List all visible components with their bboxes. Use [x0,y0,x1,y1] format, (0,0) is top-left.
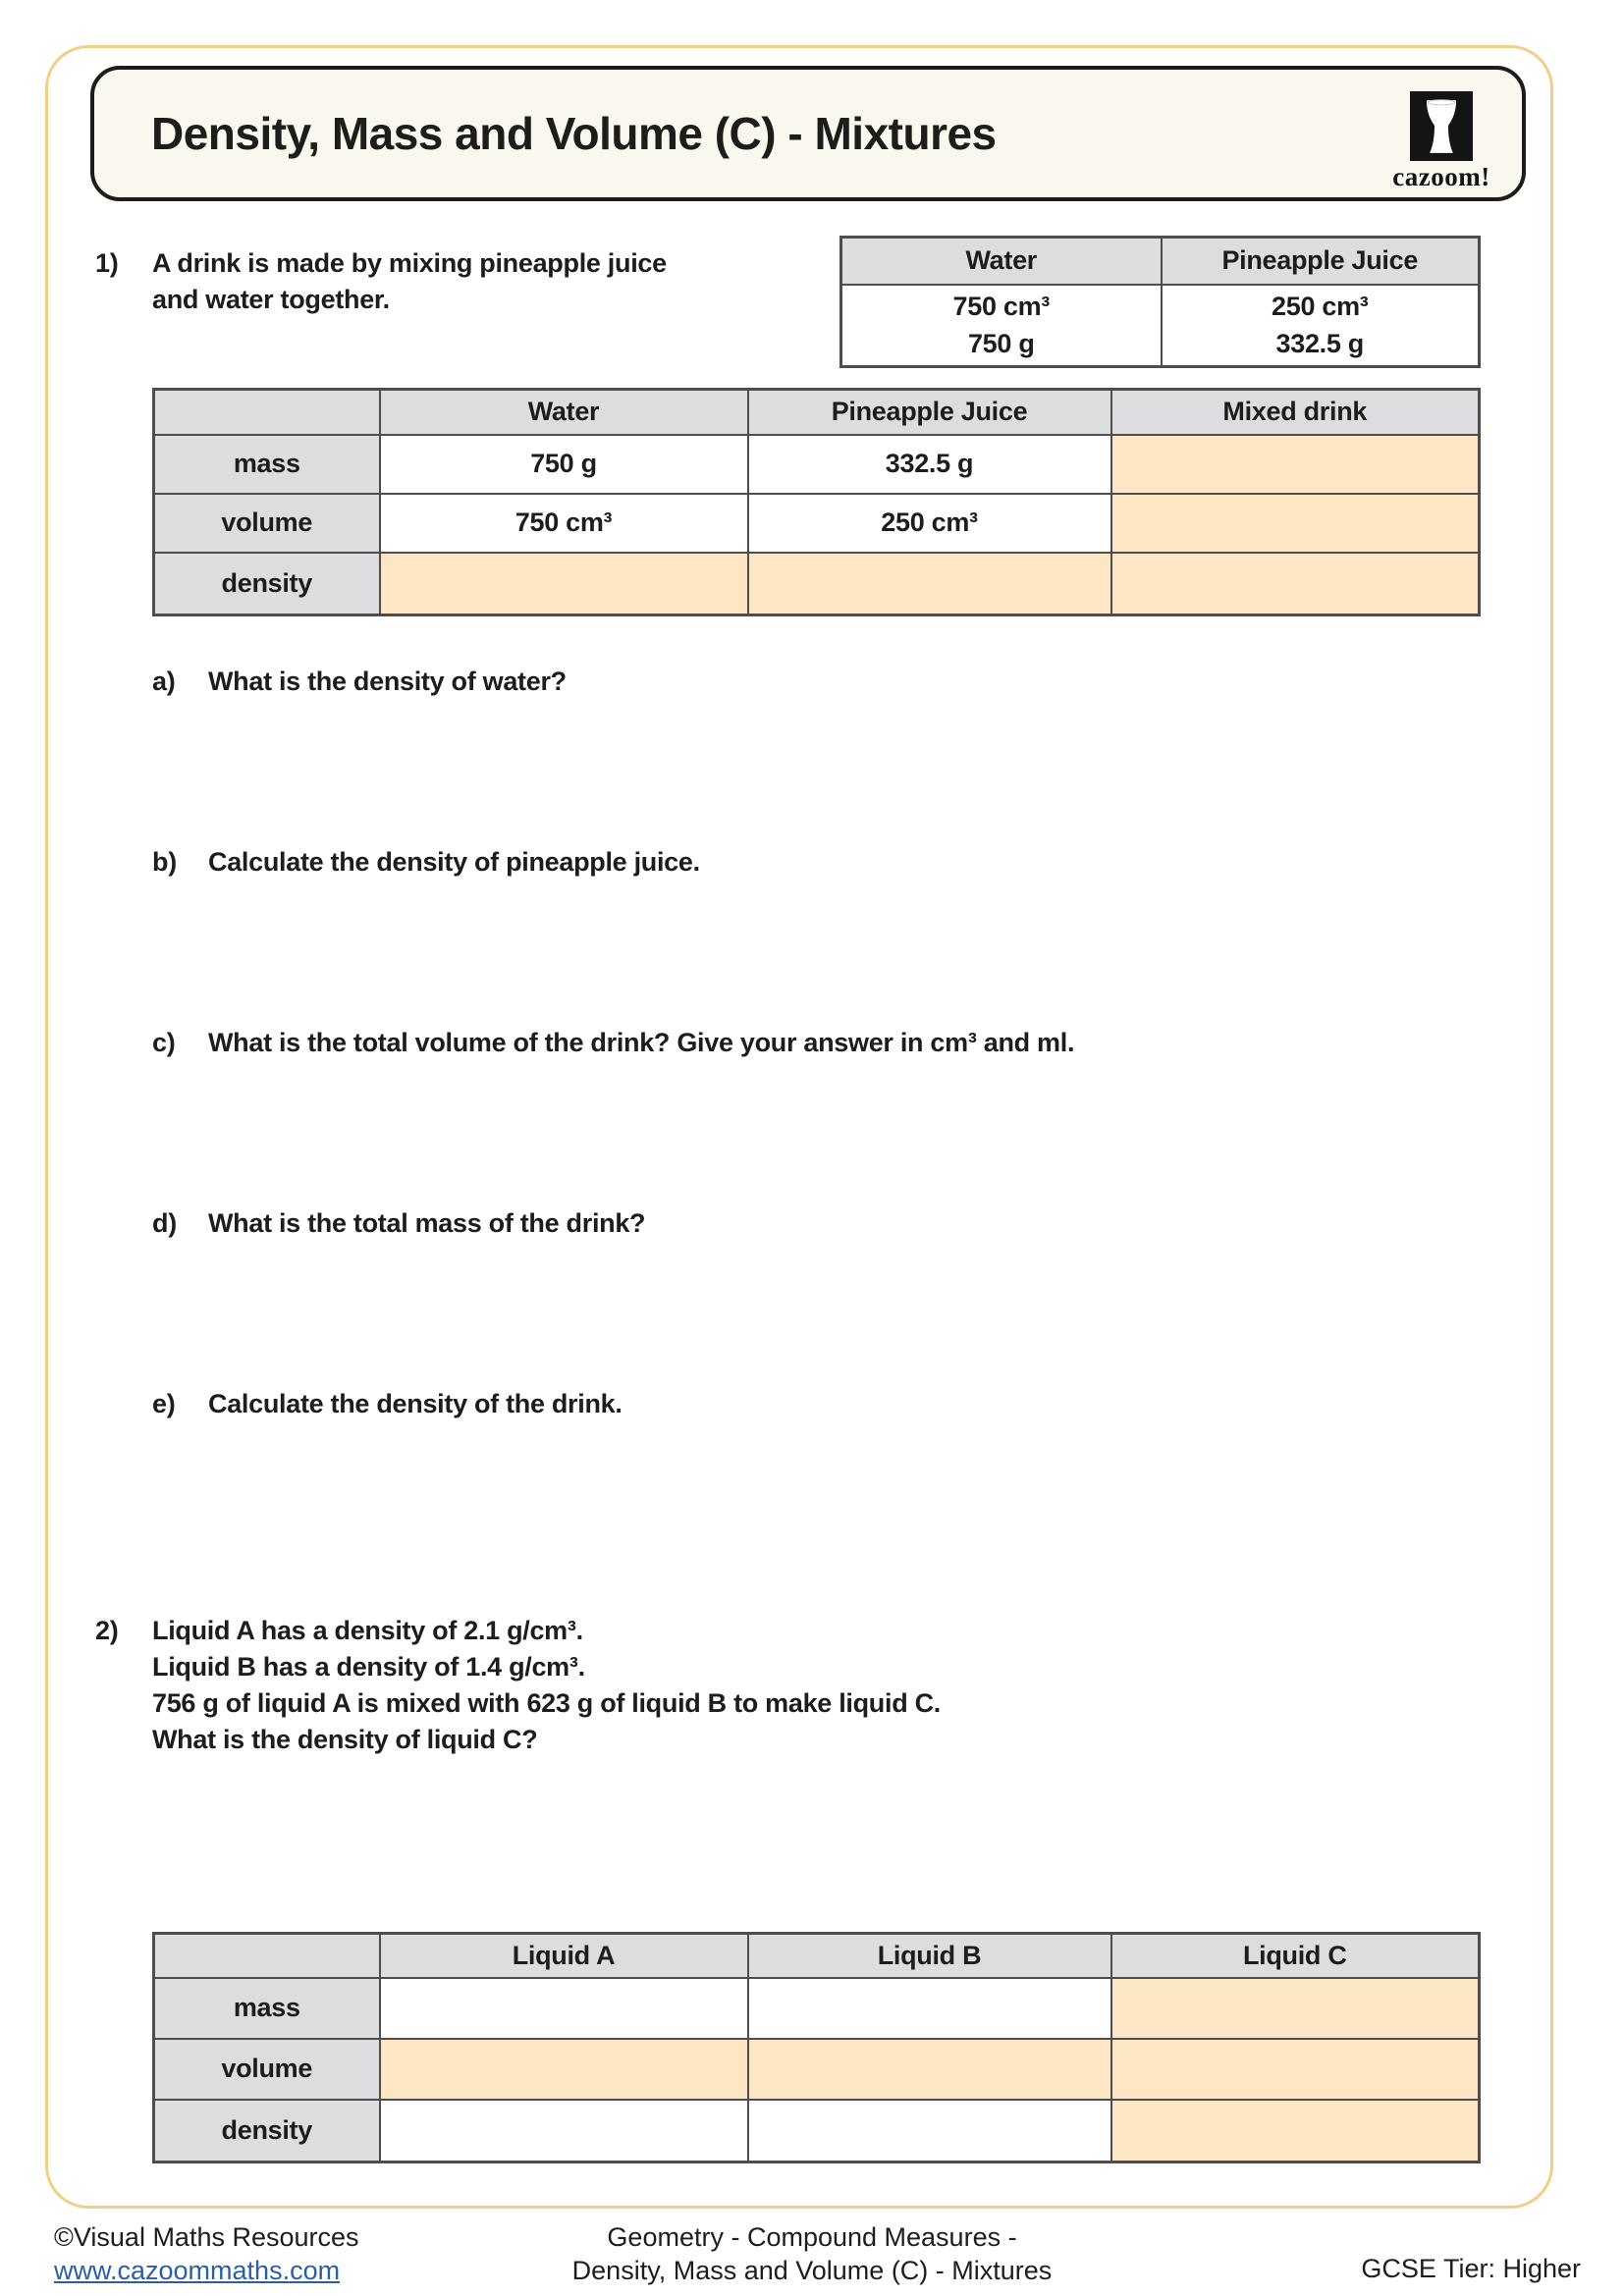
info-table-header-pineapple: Pineapple Juice [1162,238,1480,285]
q2-row-header-mass: mass [154,1978,380,2039]
page-title: Density, Mass and Volume (C) - Mixtures [151,108,997,159]
q2-table-header-liquid-b: Liquid B [748,1934,1111,1978]
q1-table-header-water: Water [380,390,748,435]
q2-row-header-density: density [154,2100,380,2163]
pineapple-mass-value: 332.5 g [1275,329,1364,359]
question-1-text [152,245,667,318]
q2-table-header-liquid-a: Liquid A [380,1934,748,1978]
question-2-line2: Liquid B has a density of 1.4 g/cm³. [152,1652,585,1682]
q1-part-c-label: c) [152,1028,176,1057]
q1-answer-cell-density-water [380,553,748,615]
info-table-cell-water [841,285,1162,367]
q1-part-a [152,664,567,700]
water-volume-value: 750 cm³ [952,292,1050,322]
q2-answer-cell-mass-b [748,1978,1111,2039]
question-1 [95,245,667,318]
pineapple-volume-value: 250 cm³ [1272,292,1369,322]
q1-part-a-text: What is the density of water? [208,667,567,696]
question-1-line2: and water together. [152,285,390,314]
question-2-line4: What is the density of liquid C? [152,1725,538,1754]
question-1-line1: A drink is made by mixing pineapple juice [152,248,667,278]
q1-part-d-text: What is the total mass of the drink? [208,1208,646,1238]
q1-cell-mass-pineapple: 332.5 g [748,435,1111,494]
q1-table-header-mixed: Mixed drink [1111,390,1480,435]
q1-cell-mass-water: 750 g [380,435,748,494]
q2-table-corner-cell [154,1934,380,1978]
q2-row-header-volume: volume [154,2039,380,2100]
info-table-header-water: Water [841,238,1162,285]
q1-row-header-mass: mass [154,435,380,494]
q1-table-header-pineapple: Pineapple Juice [748,390,1111,435]
q1-part-e-text: Calculate the density of the drink. [208,1389,623,1418]
q1-cell-volume-water: 750 cm³ [380,494,748,553]
djembe-drum-icon [1410,91,1473,161]
q2-answer-cell-volume-a [380,2039,748,2100]
question-2-line1: Liquid A has a density of 2.1 g/cm³. [152,1616,583,1645]
q1-info-table [839,236,1481,368]
info-table-cell-pineapple [1162,285,1480,367]
page-border-frame [45,45,1553,2209]
q1-answer-cell-density-mixed [1111,553,1480,615]
q1-row-header-volume: volume [154,494,380,553]
q2-table-header-liquid-c: Liquid C [1111,1934,1480,1978]
q1-answer-cell-density-pineapple [748,553,1111,615]
question-2-line3: 756 g of liquid A is mixed with 623 g of liquid B to make liquid C. [152,1688,941,1718]
cazoom-logo [1382,91,1500,192]
q1-part-c [152,1025,1074,1061]
q1-part-e [152,1386,623,1422]
q1-part-b-text: Calculate the density of pineapple juice. [208,847,700,877]
q1-part-e-label: e) [152,1389,176,1418]
q2-answer-cell-mass-c [1111,1978,1480,2039]
question-2 [95,1613,941,1758]
q1-part-d-label: d) [152,1208,177,1238]
website-link[interactable]: www.cazoommaths.com [54,2256,341,2285]
copyright-text: ©Visual Maths Resources [54,2222,359,2252]
q2-answer-cell-density-b [748,2100,1111,2163]
q1-part-c-text: What is the total volume of the drink? Give your answer in cm³ and ml. [208,1028,1075,1057]
q1-answer-cell-mass-mixed [1111,435,1480,494]
question-2-number: 2) [95,1616,119,1645]
q2-answer-cell-volume-b [748,2039,1111,2100]
q1-part-b [152,844,700,881]
question-1-number: 1) [95,248,119,278]
q1-row-header-density: density [154,553,380,615]
header [90,66,1526,201]
q1-cell-volume-pineapple: 250 cm³ [748,494,1111,553]
water-mass-value: 750 g [967,329,1035,359]
q2-answer-cell-volume-c [1111,2039,1480,2100]
question-2-text [152,1613,941,1758]
q1-part-a-label: a) [152,667,176,696]
q1-table-corner-cell [154,390,380,435]
q2-summary-table [152,1932,1481,2163]
footer-tier: GCSE Tier: Higher [1361,2254,1581,2283]
footer-topic-line1: Geometry - Compound Measures - [607,2222,1017,2252]
cazoom-logo-text: cazoom! [1392,162,1490,191]
q1-answer-cell-volume-mixed [1111,494,1480,553]
footer-topic-line2: Density, Mass and Volume (C) - Mixtures [571,2256,1053,2285]
q1-summary-table [152,388,1481,616]
q1-part-b-label: b) [152,847,177,877]
q2-answer-cell-density-c [1111,2100,1480,2163]
q2-answer-cell-mass-a [380,1978,748,2039]
q1-part-d [152,1205,645,1242]
q2-answer-cell-density-a [380,2100,748,2163]
